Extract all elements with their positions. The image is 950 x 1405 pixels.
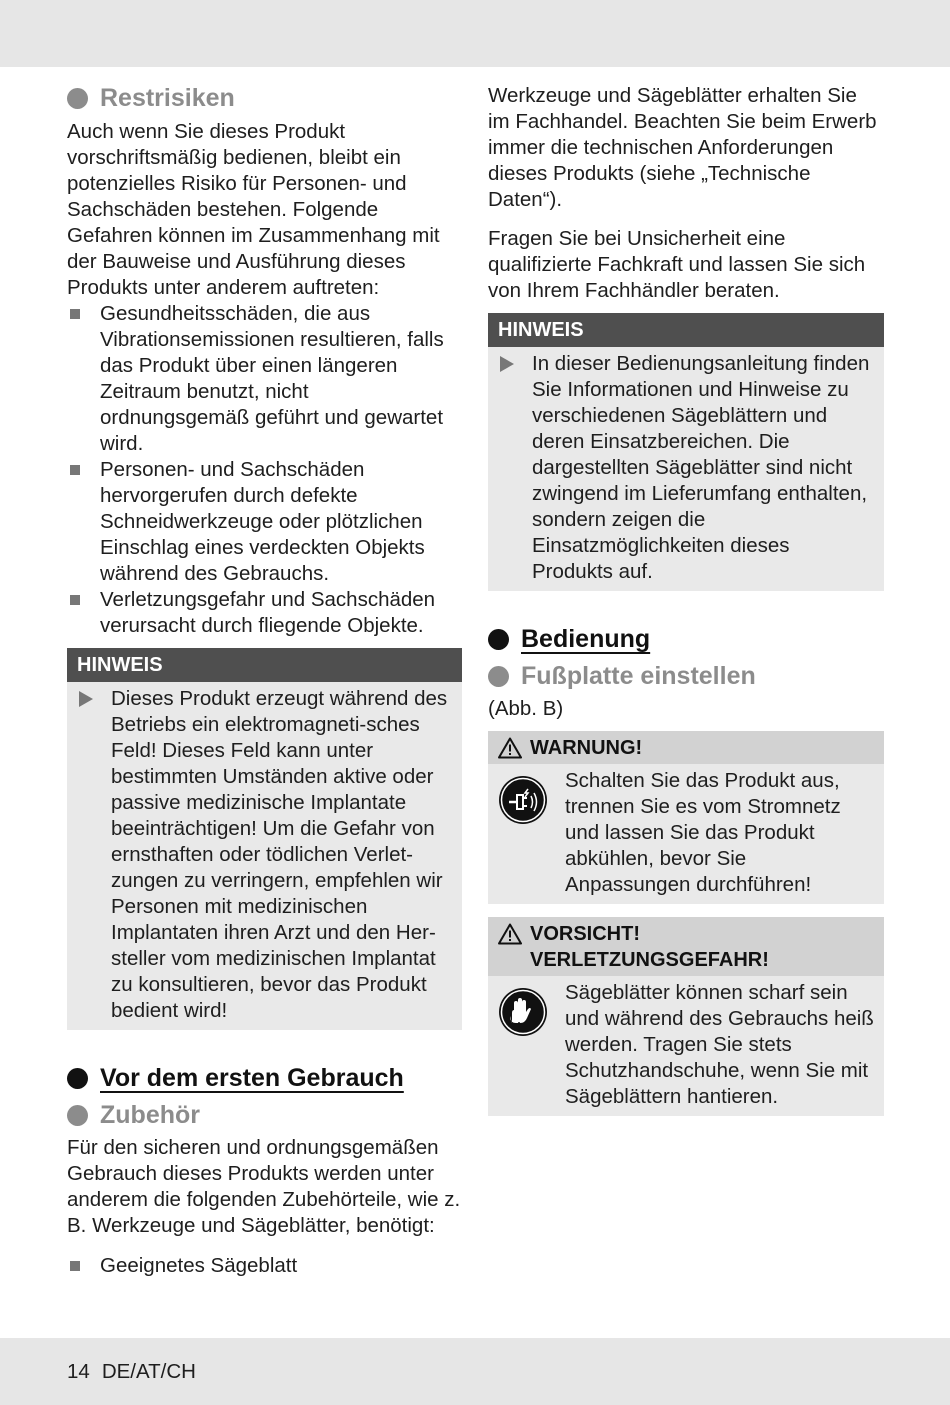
heading-text: Bedienung: [521, 625, 651, 653]
restrisiken-intro: Auch wenn Sie dieses Produkt vorschriftsmäßig bedienen, bleibt ein potenzielles Risiko für Personen- und Sachschäden bestehen. Folgende Gefahren können im Zusammenhang mit der Bauweise und Ausführung dieses Produkts unter anderem auftreten:: [67, 120, 440, 299]
restrisiken-list: [67, 301, 462, 639]
list-item: Personen- und Sachschäden hervorgerufen durch defekte Schneidwerkzeuge oder plötzlichen Einschlag eines verdeckten Objekts während des Gebrauchs.: [67, 457, 462, 587]
hinweis-title: HINWEIS: [67, 648, 462, 682]
zubehoer-text: Für den sicheren und ordnungsgemäßen Gebrauch dieses Produkts werden unter anderem die folgenden Zubehörteile, wie z. B. Werkzeuge und Sägeblätter, benötigt:: [67, 1136, 461, 1237]
warnung-title: WARNUNG!: [530, 737, 643, 759]
region-label: DE/AT/CH: [101, 1360, 196, 1383]
gloves-icon: [498, 987, 548, 1037]
list-item: Geeignetes Sägeblatt: [67, 1253, 462, 1279]
page-number: 14: [67, 1360, 90, 1383]
bullet-dot-icon: [67, 88, 88, 109]
list-item: Gesundheitsschäden, die aus Vibrationsemissionen resultieren, falls das Produkt über einen längeren Zeitraum benutzt, nicht ordnungsgemäß geführt und gewartet wird.: [67, 301, 462, 457]
warning-triangle-icon: [498, 737, 522, 759]
vorsicht-header: [488, 917, 884, 976]
paragraph-fachhandel: Werkzeuge und Sägeblätter erhalten Sie im Fachhandel. Beachten Sie beim Erwerb immer die technischen Anforderungen dieses Produkts (siehe „Technische Daten“).: [488, 84, 877, 211]
top-margin-bar: [0, 0, 950, 67]
footer: [67, 1359, 196, 1385]
heading-text: Restrisiken: [100, 84, 235, 112]
right-column: [488, 83, 884, 1116]
vorsicht-title: VORSICHT! VERLETZUNGSGEFAHR!: [530, 923, 769, 971]
heading-vor-dem-ersten-gebrauch: [67, 1063, 462, 1093]
figure-reference: (Abb. B): [488, 697, 564, 720]
bullet-dot-icon: [67, 1068, 88, 1089]
arrow-right-icon: [500, 356, 514, 372]
heading-zubehoer: [67, 1100, 462, 1130]
hinweis-box-saegeblaetter: [488, 313, 884, 591]
heading-restrisiken: [67, 83, 462, 113]
warning-triangle-icon: [498, 923, 522, 945]
paragraph-fachkraft: Fragen Sie bei Unsicherheit eine qualifizierte Fachkraft und lassen Sie sich von Ihrem Fachhändler beraten.: [488, 227, 866, 302]
heading-bedienung: [488, 624, 884, 654]
heading-text: Zubehör: [100, 1101, 200, 1129]
list-item: Verletzungsgefahr und Sachschäden verursacht durch fliegende Objekte.: [67, 587, 462, 639]
left-column: [67, 83, 462, 1279]
hinweis-text: Dieses Produkt erzeugt während des Betriebs ein elektromagneti-sches Feld! Dieses Feld kann unter bestimmten Umständen aktive oder passive medizinische Implantate beeinträchtigen! Um die Gefahr von ernsthaften oder tödlichen Verlet-zungen zu verringern, empfehlen wir Personen mit medizinischen Implantaten ihren Arzt und den Her-steller vom medizinischen Implantat zu konsultieren, bevor das Produkt bedient wird!: [111, 687, 448, 1022]
vorsicht-text: Sägeblätter können scharf sein und während des Gebrauchs heiß werden. Tragen Sie stets Schutzhandschuhe, wenn Sie mit Sägeblättern hantieren.: [565, 981, 874, 1108]
arrow-right-icon: [79, 691, 93, 707]
hinweis-box-emf: [67, 648, 462, 1030]
hinweis-text: In dieser Bedienungsanleitung finden Sie Informationen und Hinweise zu verschiedenen Sägeblättern und deren Einsatzbereichen. Die dargestellten Sägeblätter sind nicht zwingend im Lieferumfang enthalten, sondern zeigen die Einsatzmöglichkeiten dieses Produkts auf.: [532, 352, 870, 583]
bullet-dot-icon: [67, 1105, 88, 1126]
bullet-dot-icon: [488, 666, 509, 687]
hinweis-title: HINWEIS: [488, 313, 884, 347]
bullet-dot-icon: [488, 629, 509, 650]
heading-text: Fußplatte einstellen: [521, 662, 756, 690]
heading-fussplatte-einstellen: [488, 661, 884, 691]
unplug-icon: [498, 775, 548, 825]
warnung-text: Schalten Sie das Produkt aus, trennen Sie es vom Stromnetz und lassen Sie das Produkt abkühlen, bevor Sie Anpassungen durchführen!: [565, 769, 841, 896]
zubehoer-list: [67, 1253, 462, 1279]
heading-text: Vor dem ersten Gebrauch: [100, 1064, 404, 1092]
vorsicht-box: [488, 917, 884, 1116]
warnung-header: [488, 731, 884, 764]
warnung-box: [488, 731, 884, 904]
